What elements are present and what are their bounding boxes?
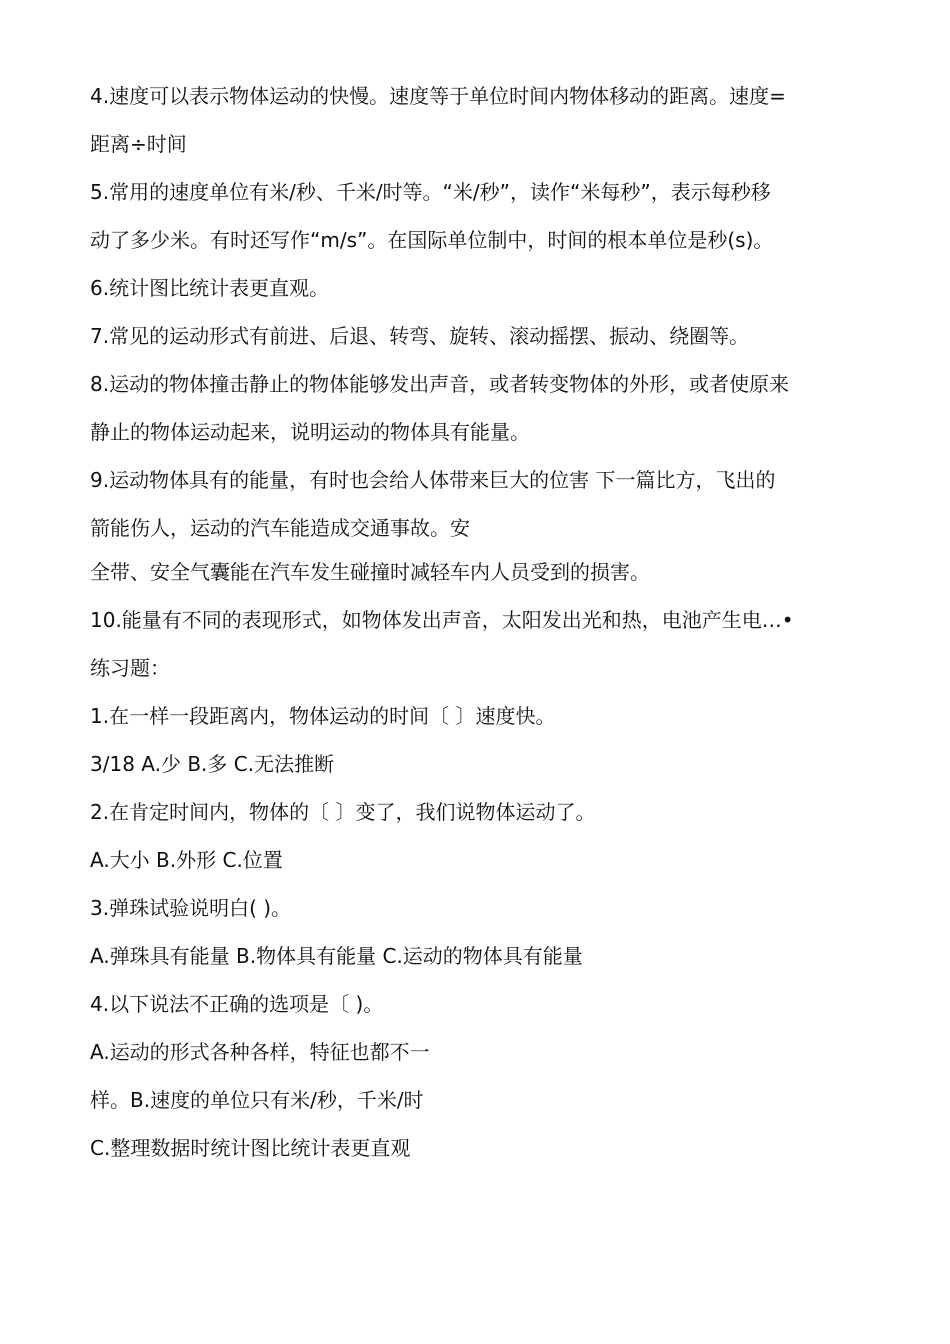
exercise-question-4-option-b: 样。B.速度的单位只有米/秒，千米/时 bbox=[90, 1088, 424, 1112]
exercise-question-2: 2.在肯定时间内，物体的〔 〕变了，我们说物体运动了。 bbox=[90, 800, 596, 824]
exercise-question-3: 3.弹珠试验说明白( )。 bbox=[90, 896, 292, 920]
text-line-point-8-cont: 静止的物体运动起来，说明运动的物体具有能量。 bbox=[90, 420, 530, 444]
text-line-point-9-cont: 箭能伤人，运动的汽车能造成交通事故。安 bbox=[90, 516, 470, 540]
text-line-point-5: 5.常用的速度单位有米/秒、千米/时等。“米/秒”，读作“米每秒”，表示每秒移 bbox=[90, 180, 771, 204]
text-line-point-9-cont2: 全带、安全气囊能在汽车发生碰撞时减轻车内人员受到的损害。 bbox=[90, 560, 650, 584]
document-page bbox=[90, 72, 880, 1172]
text-line-point-8: 8.运动的物体撞击静止的物体能够发出声音，或者转变物体的外形，或者使原来 bbox=[90, 372, 790, 396]
exercise-question-2-options: A.大小 B.外形 C.位置 bbox=[90, 848, 283, 872]
exercise-question-4: 4.以下说法不正确的选项是〔 )。 bbox=[90, 992, 384, 1016]
text-line-point-5-cont: 动了多少米。有时还写作“m/s”。在国际单位制中，时间的根本单位是秒(s)。 bbox=[90, 228, 774, 252]
exercise-question-3-options: A.弹珠具有能量 B.物体具有能量 C.运动的物体具有能量 bbox=[90, 944, 583, 968]
exercise-question-1-options: 3/18 A.少 B.多 C.无法推断 bbox=[90, 752, 335, 776]
text-line-point-7: 7.常见的运动形式有前进、后退、转弯、旋转、滚动摇摆、振动、绕圈等。 bbox=[90, 324, 750, 348]
exercise-question-4-option-c: C.整理数据时统计图比统计表更直观 bbox=[90, 1136, 411, 1160]
text-line-point-9: 9.运动物体具有的能量，有时也会给人体带来巨大的位害 下一篇比方，飞出的 bbox=[90, 468, 776, 492]
text-line-point-4-cont: 距离÷时间 bbox=[90, 132, 187, 156]
exercise-question-1: 1.在一样一段距离内，物体运动的时间〔 〕速度快。 bbox=[90, 704, 556, 728]
text-line-point-6: 6.统计图比统计表更直观。 bbox=[90, 276, 330, 300]
text-line-point-10: 10.能量有不同的表现形式，如物体发出声音，太阳发出光和热，电池产生电…• bbox=[90, 608, 794, 632]
text-line-point-4: 4.速度可以表示物体运动的快慢。速度等于单位时间内物体移动的距离。速度= bbox=[90, 84, 786, 108]
exercise-question-4-option-a: A.运动的形式各种各样，特征也都不一 bbox=[90, 1040, 430, 1064]
exercise-heading: 练习题： bbox=[90, 656, 170, 680]
